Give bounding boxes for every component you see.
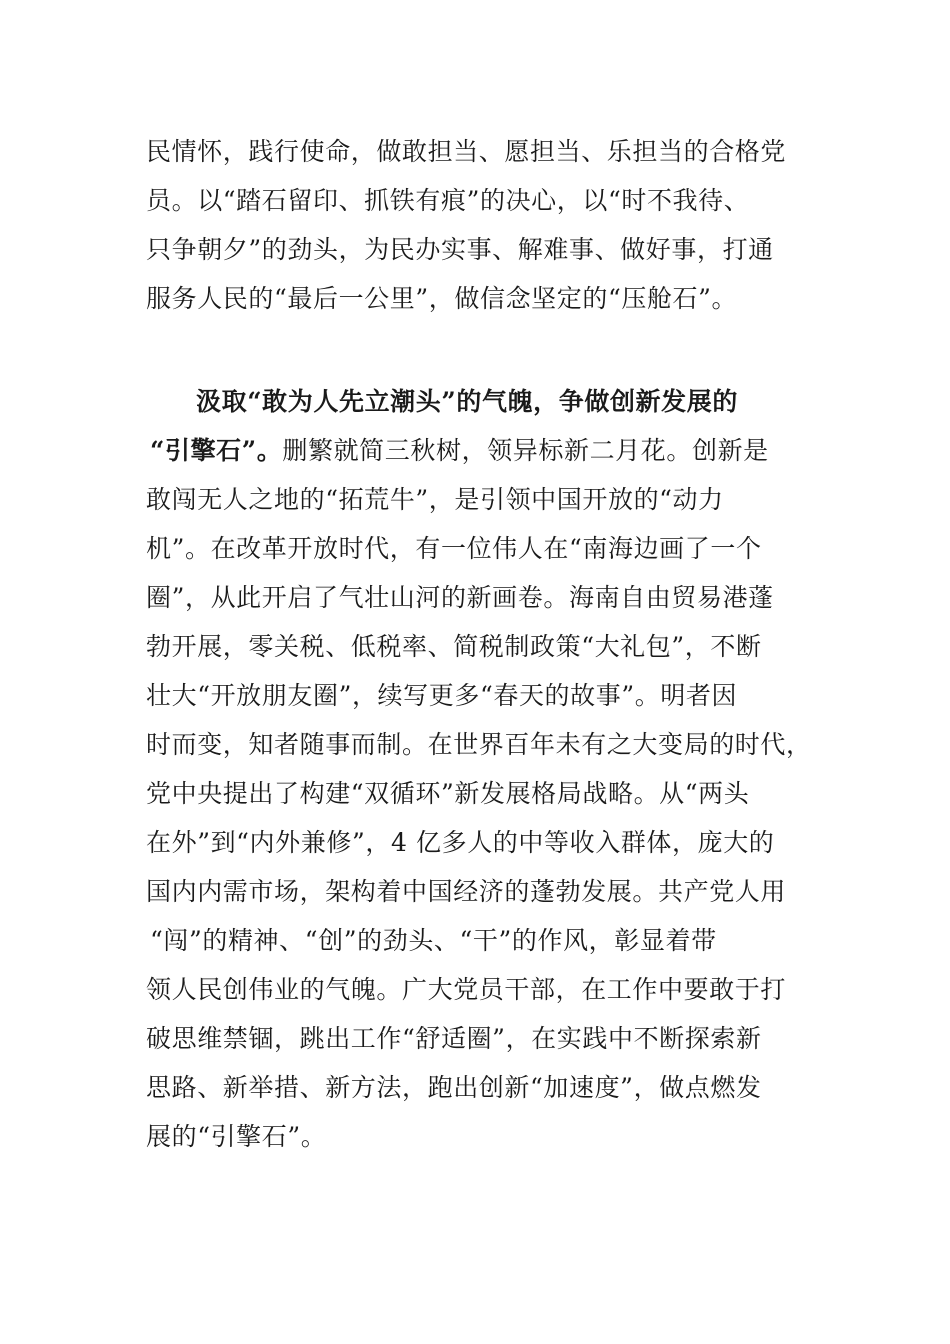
paragraph-2-heading-tail: “引擎石”。 [150, 436, 283, 465]
paragraph-1-line-2: 员。以“踏石留印、抓铁有痕”的决心，以“时不我待、 [146, 186, 750, 215]
paragraph-2-line-9: 在外”到“内外兼修”，4 亿多人的中等收入群体，庞大的 [146, 828, 775, 857]
paragraph-2-line-3: 机”。在改革开放时代，有一位伟人在“南海边画了一个 [146, 534, 762, 563]
paragraph-2-line-4: 圈”，从此开启了气壮山河的新画卷。海南自由贸易港蓬 [146, 583, 774, 612]
paragraph-2-line-6: 壮大“开放朋友圈”，续写更多“春天的故事”。明者因 [146, 681, 738, 710]
paragraph-2-line-1-text: 删繁就简三秋树，领异标新二月花。创新是 [282, 436, 769, 465]
paragraph-2-line-12: 领人民创伟业的气魄。广大党员干部，在工作中要敢于打 [146, 975, 787, 1004]
paragraph-2-heading: 汲取“敢为人先立潮头”的气魄，争做创新发展的 [196, 387, 738, 416]
paragraph-1-line-4: 服务人民的“最后一公里”，做信念坚定的“压舱石”。 [146, 284, 738, 313]
paragraph-2-line-7: 时而变，知者随事而制。在世界百年未有之大变局的时代， [146, 730, 812, 759]
paragraph-2-line-10: 国内内需市场，架构着中国经济的蓬勃发展。共产党人用 [146, 877, 787, 906]
paragraph-2-line-15: 展的“引擎石”。 [146, 1122, 327, 1151]
paragraph-2-line-14: 思路、新举措、新方法，跑出创新“加速度”，做点燃发 [146, 1073, 762, 1102]
paragraph-2-line-5: 勃开展，零关税、低税率、简税制政策“大礼包”，不断 [146, 632, 762, 661]
paragraph-2-line-13: 破思维禁锢，跳出工作“舒适圈”，在实践中不断探索新 [146, 1024, 762, 1053]
paragraph-1-line-1: 民情怀，践行使命，做敢担当、愿担当、乐担当的合格党 [146, 137, 787, 166]
paragraph-2-line-11: “闯”的精神、“创”的劲头、“干”的作风，彰显着带 [150, 926, 717, 955]
paragraph-2-line-2: 敢闯无人之地的“拓荒牛”，是引领中国开放的“动力 [146, 485, 724, 514]
paragraph-2-line-1 [150, 436, 769, 466]
paragraph-1-line-3: 只争朝夕”的劲头，为民办实事、解难事、做好事，打通 [146, 235, 774, 264]
paragraph-2-line-8: 党中央提出了构建“双循环”新发展格局战略。从“两头 [146, 779, 750, 808]
